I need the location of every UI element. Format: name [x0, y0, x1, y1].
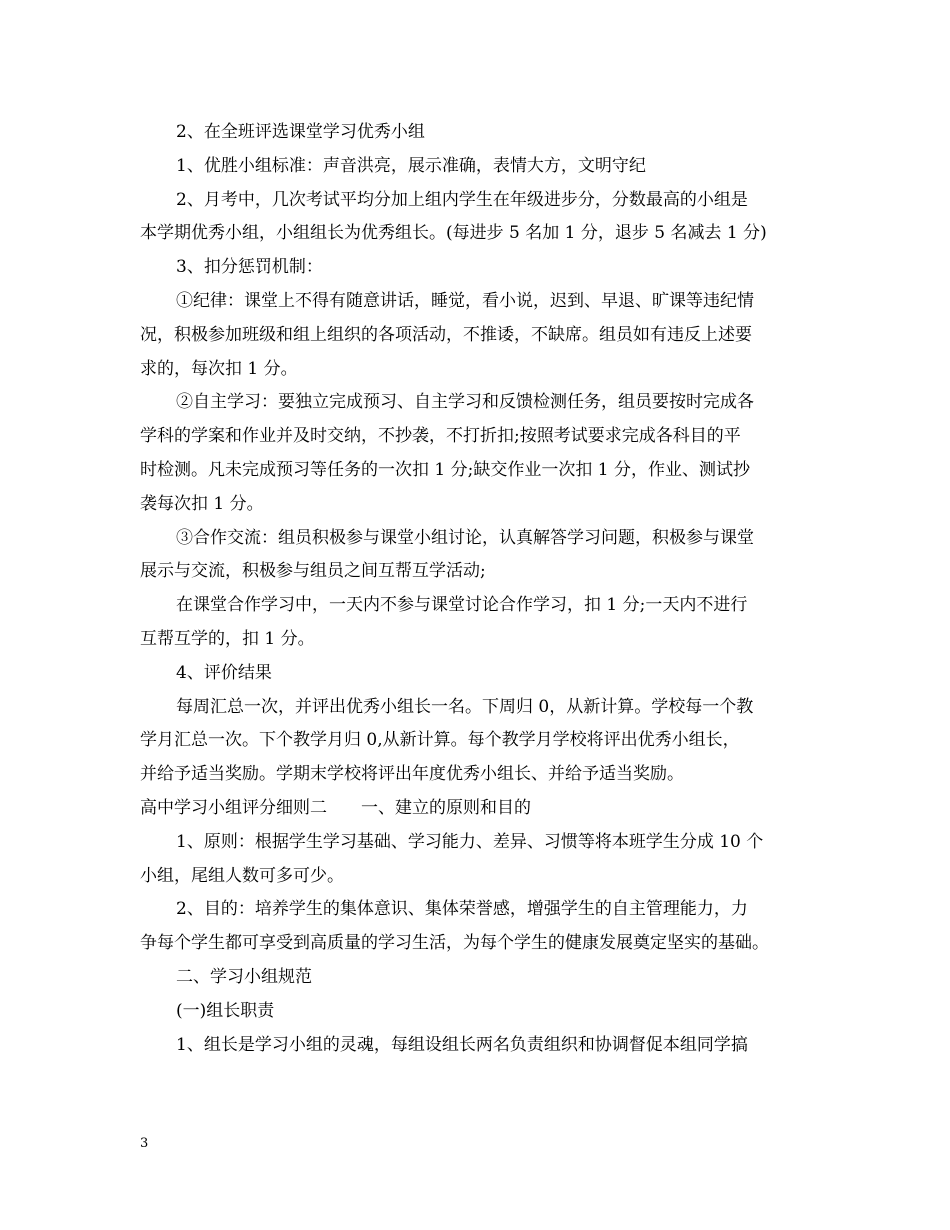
text-line: 1、原则：根据学生学习基础、学习能力、差异、习惯等将本班学生分成 10 个	[176, 831, 764, 852]
text-line: 二、学习小组规范	[176, 966, 312, 987]
text-line: 在课堂合作学习中，一天内不参与课堂讨论合作学习，扣 1 分;一天内不进行	[176, 595, 748, 616]
text-line: ①纪律：课堂上不得有随意讲话，睡觉，看小说，迟到、早退、旷课等违纪情	[176, 290, 754, 311]
text-line: 袭每次扣 1 分。	[140, 493, 264, 514]
text-line: (一)组长职责	[176, 1000, 275, 1021]
document-body	[140, 116, 812, 1062]
text-line: 争每个学生都可享受到高质量的学习生活，为每个学生的健康发展奠定坚实的基础。	[140, 933, 769, 954]
text-line: 小组，尾组人数可多可少。	[140, 865, 344, 886]
text-line: ③合作交流：组员积极参与课堂小组讨论，认真解答学习问题，积极参与课堂	[176, 527, 754, 548]
text-line: ②自主学习：要独立完成预习、自主学习和反馈检测任务，组员要按时完成各	[176, 392, 754, 413]
text-line: 时检测。凡未完成预习等任务的一次扣 1 分;缺交作业一次扣 1 分，作业、测试抄	[140, 459, 750, 480]
text-line: 4、评价结果	[176, 662, 272, 683]
text-line: 展示与交流，积极参与组员之间互帮互学活动;	[140, 561, 486, 582]
page-number: 3	[140, 1136, 149, 1151]
text-line: 2、在全班评选课堂学习优秀小组	[176, 122, 425, 142]
text-line: 2、月考中，几次考试平均分加上组内学生在年级进步分，分数最高的小组是	[176, 189, 748, 210]
text-line: 3、扣分惩罚机制：	[176, 257, 323, 278]
text-line: 学月汇总一次。下个教学月归 0,从新计算。每个教学月学校将评出优秀小组长，	[140, 730, 740, 751]
text-line: 高中学习小组评分细则二 一、建立的原则和目的	[140, 797, 531, 818]
text-line: 况，积极参加班级和组上组织的各项活动，不推诿，不缺席。组员如有违反上述要	[140, 324, 752, 345]
text-line: 本学期优秀小组，小组组长为优秀组长。(每进步 5 名加 1 分，退步 5 名减去 1 分)	[140, 223, 767, 244]
text-line: 并给予适当奖励。学期末学校将评出年度优秀小组长、并给予适当奖励。	[140, 764, 684, 785]
text-line: 学科的学案和作业并及时交纳，不抄袭，不打折扣;按照考试要求完成各科目的平	[140, 426, 741, 447]
text-line: 1、优胜小组标准：声音洪亮，展示准确，表情大方，文明守纪	[176, 155, 646, 176]
text-line: 2、目的：培养学生的集体意识、集体荣誉感，增强学生的自主管理能力，力	[176, 899, 748, 920]
text-line: 互帮互学的，扣 1 分。	[140, 628, 315, 649]
text-line: 求的，每次扣 1 分。	[140, 358, 298, 379]
text-line: 1、组长是学习小组的灵魂，每组设组长两名负责组织和协调督促本组同学搞	[176, 1034, 748, 1055]
text-line: 每周汇总一次，并评出优秀小组长一名。下周归 0，从新计算。学校每一个教	[176, 696, 754, 717]
